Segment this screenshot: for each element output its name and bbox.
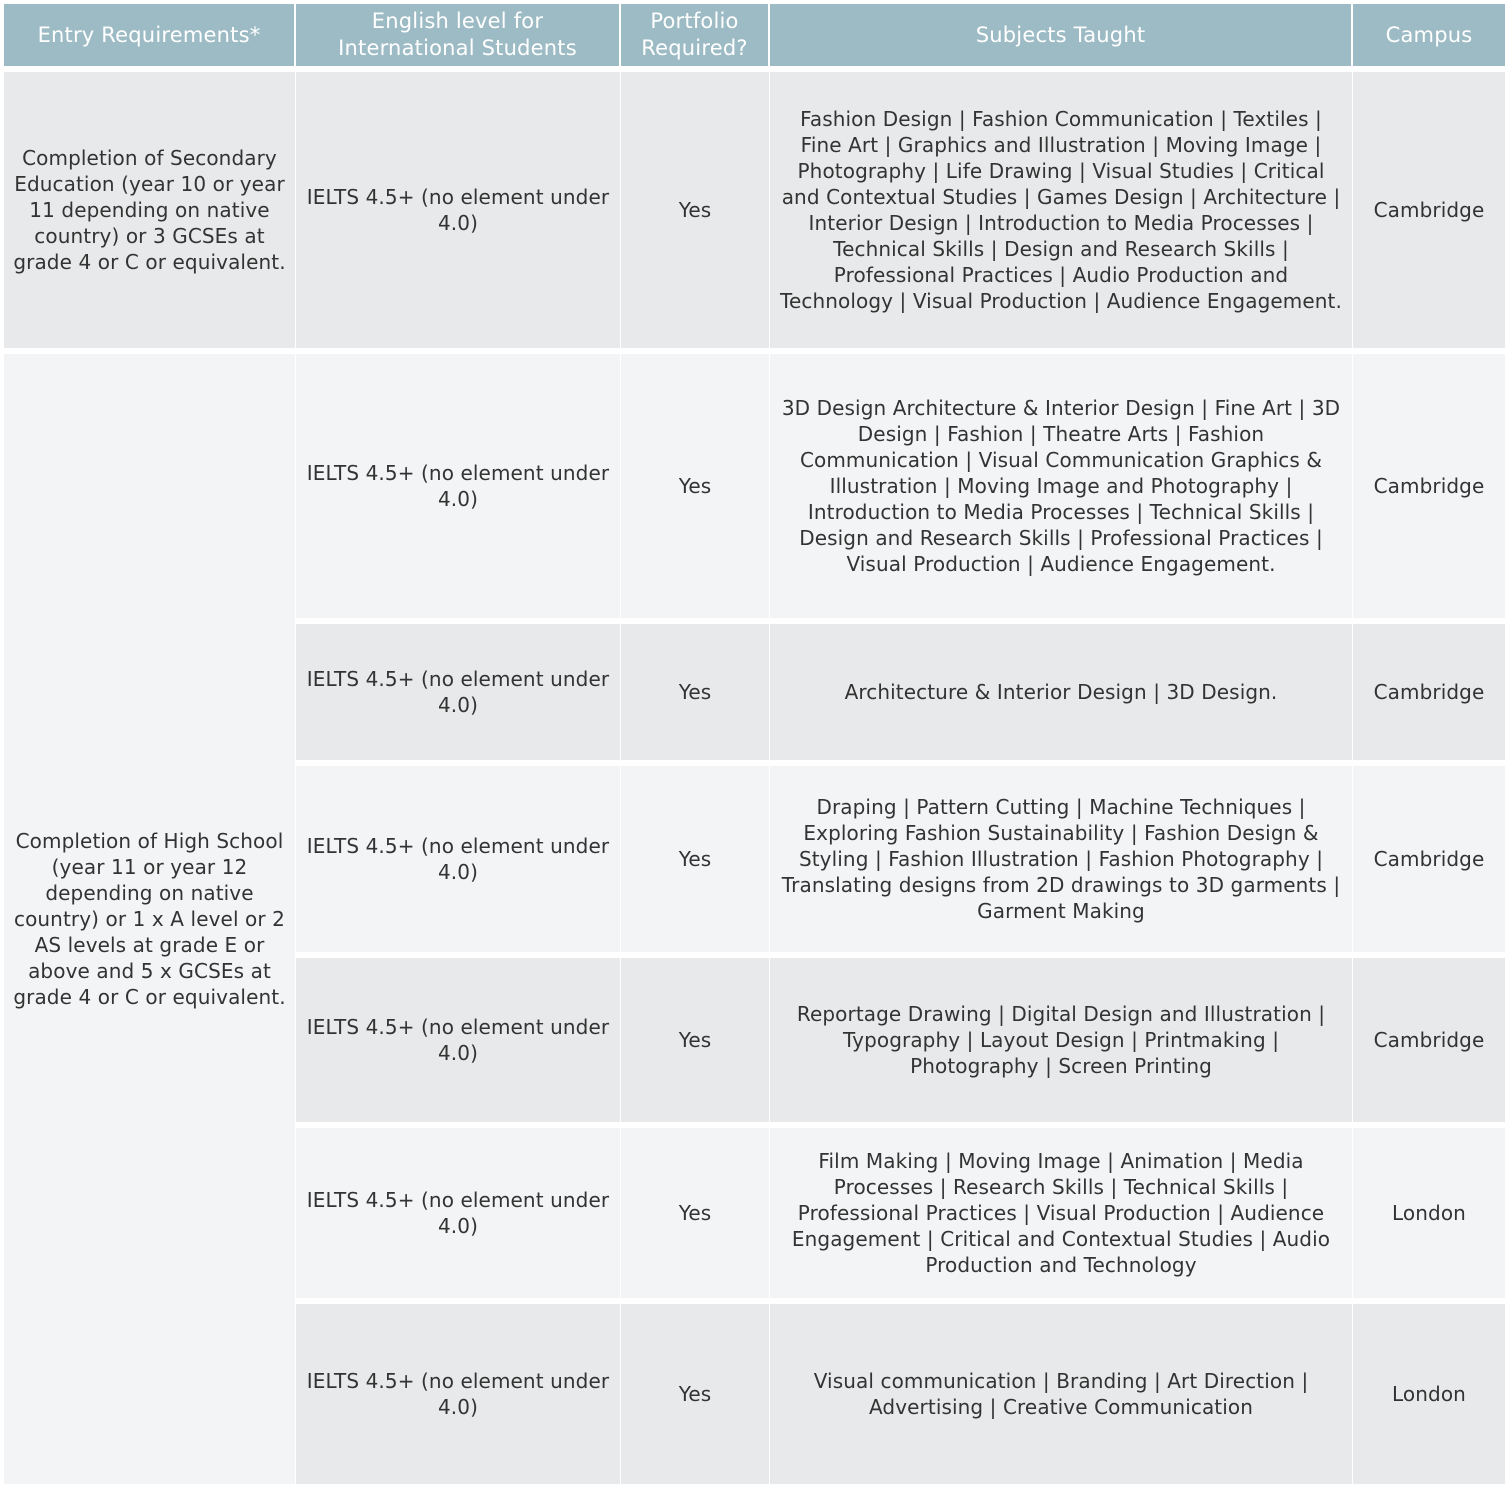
subjects-cell: Visual communication | Branding | Art Direction | Advertising | Creative Communication: [770, 1298, 1353, 1484]
english-level-cell: IELTS 4.5+ (no element under 4.0): [296, 66, 621, 348]
header-campus: Campus: [1353, 4, 1505, 66]
portfolio-cell: Yes: [621, 618, 770, 760]
subjects-cell: Draping | Pattern Cutting | Machine Techniques | Exploring Fashion Sustainability | Fashion Design & Styling | Fashion Illustration | Fashion Photography | Translating designs from 2D drawings to 3D garments | Garment Making: [770, 760, 1353, 952]
header-english-level: English level for International Students: [296, 4, 621, 66]
campus-cell: Cambridge: [1353, 618, 1505, 760]
english-level-cell: IELTS 4.5+ (no element under 4.0): [296, 1122, 621, 1298]
table-row: [4, 66, 1505, 348]
portfolio-cell: Yes: [621, 952, 770, 1122]
subjects-cell: Reportage Drawing | Digital Design and Illustration | Typography | Layout Design | Printmaking | Photography | Screen Printing: [770, 952, 1353, 1122]
portfolio-cell: Yes: [621, 760, 770, 952]
campus-cell: London: [1353, 1122, 1505, 1298]
subjects-cell: Architecture & Interior Design | 3D Design.: [770, 618, 1353, 760]
english-level-cell: IELTS 4.5+ (no element under 4.0): [296, 618, 621, 760]
english-level-cell: IELTS 4.5+ (no element under 4.0): [296, 952, 621, 1122]
portfolio-cell: Yes: [621, 1122, 770, 1298]
campus-cell: Cambridge: [1353, 66, 1505, 348]
table-row: [4, 348, 1505, 618]
campus-cell: Cambridge: [1353, 952, 1505, 1122]
table-header-row: [4, 4, 1505, 66]
campus-cell: London: [1353, 1298, 1505, 1484]
entry-requirement-secondary: Completion of Secondary Education (year 10 or year 11 depending on native country) or 3 GCSEs at grade 4 or C or equivalent.: [4, 66, 296, 348]
english-level-cell: IELTS 4.5+ (no element under 4.0): [296, 760, 621, 952]
subjects-cell: Fashion Design | Fashion Communication | Textiles | Fine Art | Graphics and Illustration | Moving Image | Photography | Life Drawing | Visual Studies | Critical and Contextual Studies | Games Design | Architecture | Interior Design | Introduction to Media Processes | Technical Skills | Design and Research Skills | Professional Practices | Audio Production and Technology | Visual Production | Audience Engagement.: [770, 66, 1353, 348]
subjects-cell: Film Making | Moving Image | Animation | Media Processes | Research Skills | Technical Skills | Professional Practices | Visual Production | Audience Engagement | Critical and Contextual Studies | Audio Production and Technology: [770, 1122, 1353, 1298]
header-subjects-taught: Subjects Taught: [770, 4, 1353, 66]
header-entry-requirements: Entry Requirements*: [4, 4, 296, 66]
entry-requirement-high-school: Completion of High School (year 11 or year 12 depending on native country) or 1 x A level or 2 AS levels at grade E or above and 5 x GCSEs at grade 4 or C or equivalent.: [4, 348, 296, 1484]
portfolio-cell: Yes: [621, 348, 770, 618]
subjects-cell: 3D Design Architecture & Interior Design | Fine Art | 3D Design | Fashion | Theatre Arts | Fashion Communication | Visual Communication Graphics & Illustration | Moving Image and Photography | Introduction to Media Processes | Technical Skills | Design and Research Skills | Professional Practices | Visual Production | Audience Engagement.: [770, 348, 1353, 618]
english-level-cell: IELTS 4.5+ (no element under 4.0): [296, 1298, 621, 1484]
portfolio-cell: Yes: [621, 1298, 770, 1484]
campus-cell: Cambridge: [1353, 760, 1505, 952]
portfolio-cell: Yes: [621, 66, 770, 348]
campus-cell: Cambridge: [1353, 348, 1505, 618]
entry-requirements-table: [4, 4, 1505, 1484]
header-portfolio-required: Portfolio Required?: [621, 4, 770, 66]
english-level-cell: IELTS 4.5+ (no element under 4.0): [296, 348, 621, 618]
